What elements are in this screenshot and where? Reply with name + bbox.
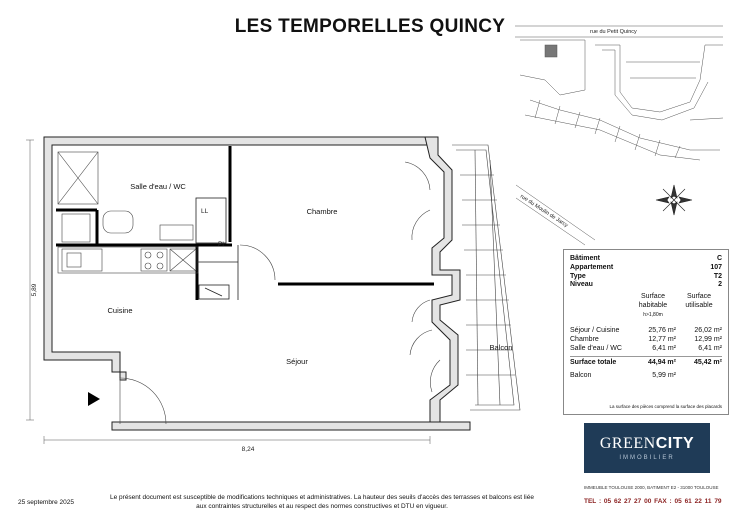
apartment-info-table xyxy=(563,249,729,415)
info-appartement: Appartement 107 xyxy=(570,263,722,271)
dimension-width: 8,24 xyxy=(241,446,255,453)
disclaimer-text: Le présent document est susceptible de modifications techniques et administratives. La hauteur des seuils d'accès des terrasses et balcons est liée aux contraintes structurelles et au respect des normes constructives et DTU en vigueur. xyxy=(110,494,534,510)
room-label-pl: Pl xyxy=(218,241,224,248)
street-label-top: rue du Petit Quincy xyxy=(590,29,637,35)
area-note: La surface des pièces comprend la surface des placards xyxy=(609,404,722,410)
room-label-balcon: Balcon xyxy=(489,343,513,352)
area-row: Salle d'eau / WC 6,41 m² 6,41 m² xyxy=(570,344,722,352)
area-row: Séjour / Cuisine 25,76 m² 26,02 m² xyxy=(570,327,722,335)
street-label-side: rue du Moulin de Jarcy xyxy=(518,193,569,229)
area-balcon-row: Balcon 5,99 m² xyxy=(570,372,676,380)
compass-rose-icon xyxy=(656,185,692,215)
room-label-chambre: Chambre xyxy=(306,207,338,216)
room-label-ll: LL xyxy=(201,208,209,215)
company-address: IMMEUBLE TOULOUSE 2000, BATIMENT E2 - 31000 TOULOUSE xyxy=(584,485,719,490)
company-phones: TEL : 05 62 27 27 00 FAX : 05 61 22 11 79 xyxy=(584,498,722,505)
room-label-sejour: Séjour xyxy=(286,357,308,366)
area-column-headers: Surface habitable h>1,80m Surface utilisable xyxy=(638,293,713,318)
info-type: Type T2 xyxy=(570,272,722,280)
room-label-salle-eau: Salle d'eau / WC xyxy=(130,182,186,191)
document-date: 25 septembre 2025 xyxy=(18,499,75,506)
info-batiment: Bâtiment C xyxy=(570,255,722,262)
dimension-height: 5,89 xyxy=(31,283,38,297)
info-niveau: Niveau 2 xyxy=(570,281,722,289)
greencity-logo: GREENCITY IMMOBILIER xyxy=(584,423,710,473)
area-total-row: Surface totale 44,94 m² 45,42 m² xyxy=(570,358,722,366)
area-row: Chambre 12,77 m² 12,99 m² xyxy=(570,336,722,343)
room-label-cuisine: Cuisine xyxy=(107,306,133,315)
page-title: LES TEMPORELLES QUINCY xyxy=(234,16,506,37)
